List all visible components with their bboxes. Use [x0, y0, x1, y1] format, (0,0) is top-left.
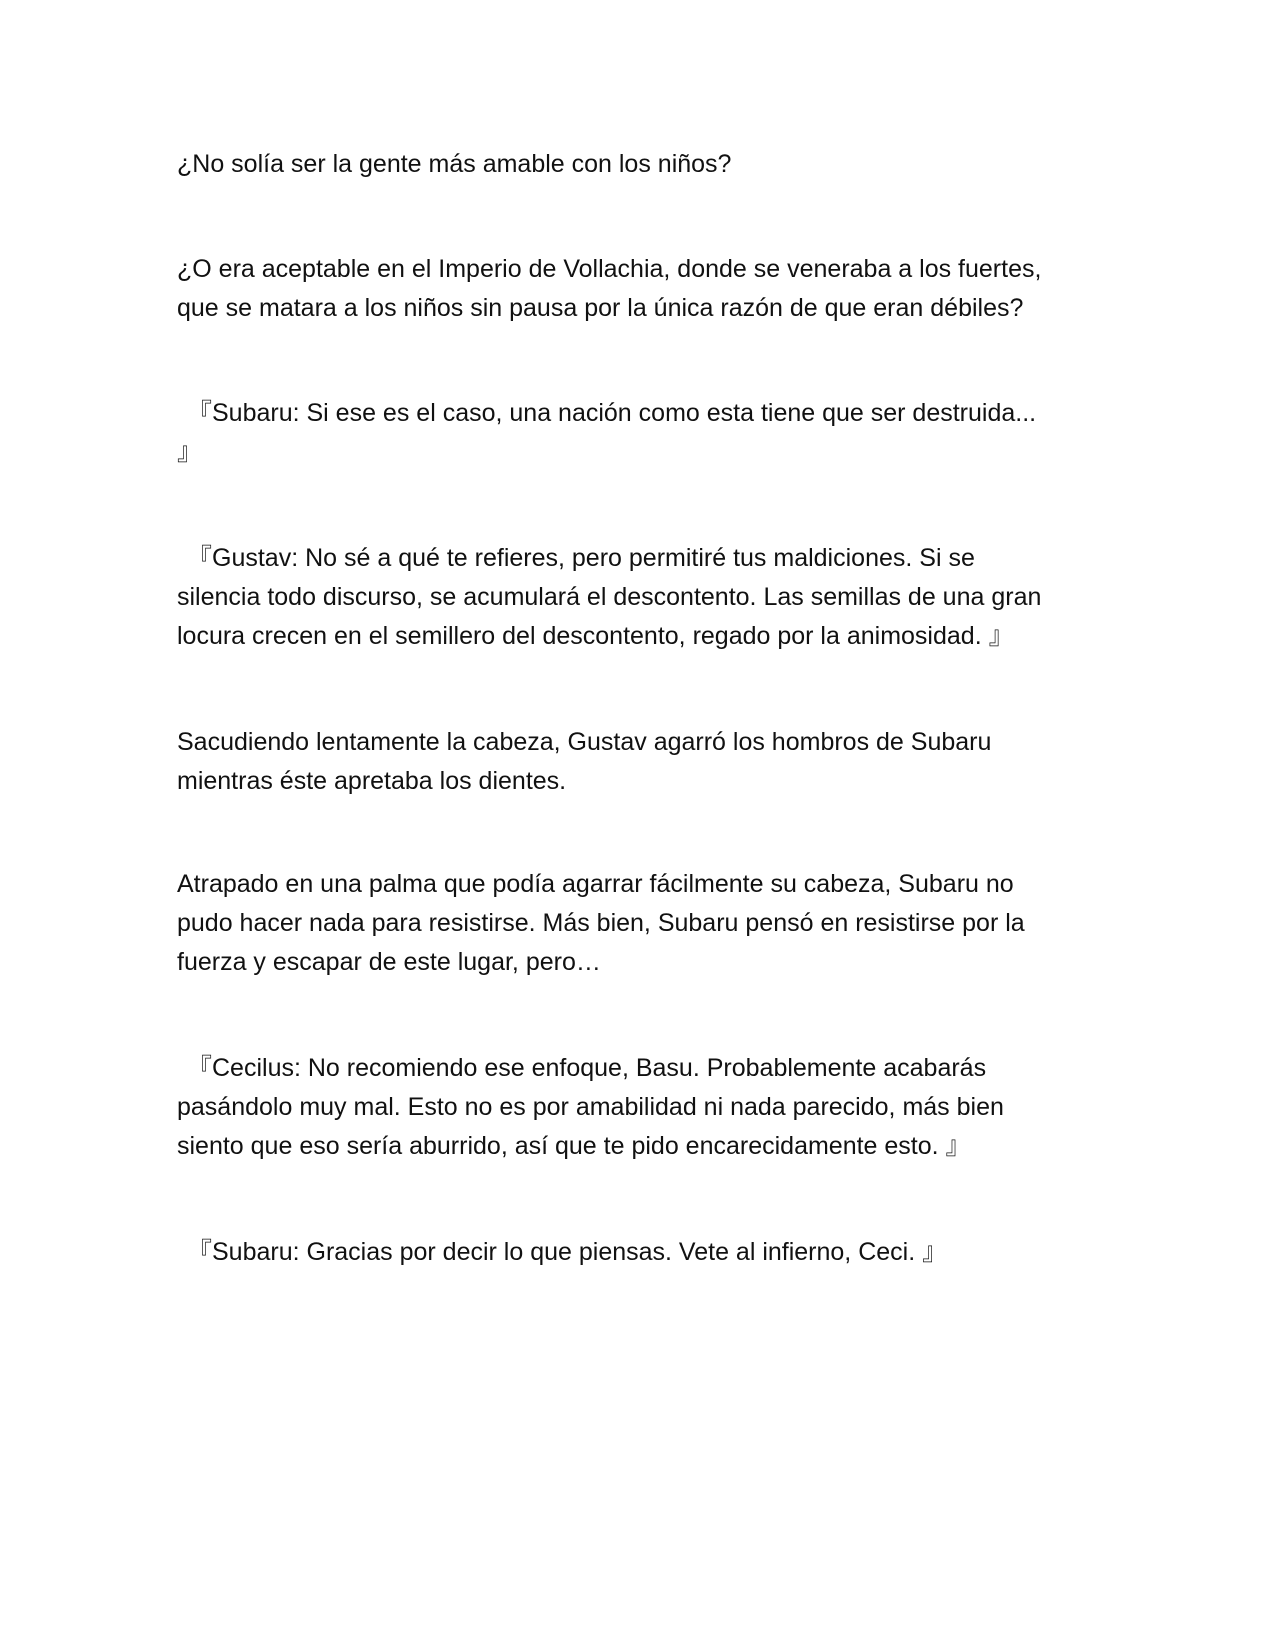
paragraph-2: [177, 250, 1117, 328]
paragraph-line: siento que eso sería aburrido, así que te pido encarecidamente esto. 』: [177, 1132, 971, 1160]
dialogue-subaru-1: [177, 394, 1117, 472]
paragraph-line: pudo hacer nada para resistirse. Más bien, Subaru pensó en resistirse por la: [177, 909, 1025, 937]
paragraph-1: [177, 145, 1117, 184]
dialogue-subaru-2: [177, 1233, 1117, 1272]
paragraph-line: que se matara a los niños sin pausa por la única razón de que eran débiles?: [177, 294, 1024, 322]
paragraph-line: mientras éste apretaba los dientes.: [177, 767, 567, 795]
paragraph-line: ¿O era aceptable en el Imperio de Vollachia, donde se veneraba a los fuertes,: [177, 255, 1042, 283]
dialogue-cecilus: [177, 1049, 1117, 1166]
dialogue-gustav: [177, 539, 1117, 656]
paragraph-line: fuerza y escapar de este lugar, pero…: [177, 948, 601, 976]
paragraph-5: [177, 723, 1117, 801]
paragraph-line: pasándolo muy mal. Esto no es por amabilidad ni nada parecido, más bien: [177, 1093, 1004, 1121]
paragraph-line: locura crecen en el semillero del descontento, regado por la animosidad. 』: [177, 622, 1014, 650]
paragraph-line: 『Gustav: No sé a qué te refieres, pero permitiré tus maldiciones. Si se: [187, 544, 975, 572]
paragraph-line: 『Subaru: Si ese es el caso, una nación como esta tiene que ser destruida...: [187, 399, 1037, 427]
text-body: [177, 145, 1117, 1272]
paragraph-line: 』: [177, 438, 203, 466]
paragraph-line: 『Subaru: Gracias por decir lo que piensas. Vete al infierno, Ceci. 』: [187, 1238, 948, 1266]
paragraph-line: 『Cecilus: No recomiendo ese enfoque, Basu. Probablemente acabarás: [187, 1054, 987, 1082]
paragraph-line: Atrapado en una palma que podía agarrar fácilmente su cabeza, Subaru no: [177, 870, 1014, 898]
paragraph-line: silencia todo discurso, se acumulará el descontento. Las semillas de una gran: [177, 583, 1042, 611]
paragraph-line: Sacudiendo lentamente la cabeza, Gustav agarró los hombros de Subaru: [177, 728, 992, 756]
paragraph-line: ¿No solía ser la gente más amable con los niños?: [177, 150, 732, 178]
paragraph-6: [177, 865, 1117, 982]
